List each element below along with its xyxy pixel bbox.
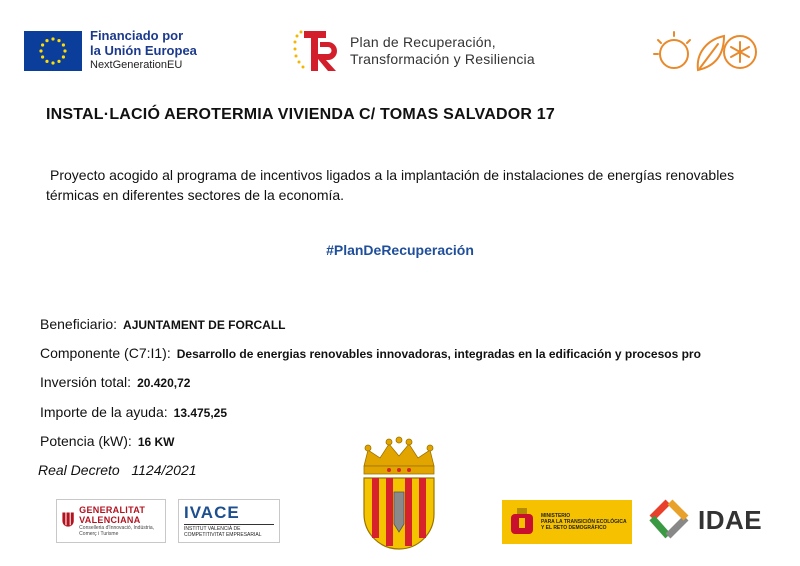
sun-leaf-snowflake-icon <box>652 26 762 76</box>
prtr-line-1: Plan de Recuperación, <box>350 34 496 50</box>
eu-line-3: NextGenerationEU <box>90 59 183 71</box>
componente-value: Desarrollo de energias renovables innovadoras, integradas en la edificación y procesos pro <box>176 347 701 361</box>
idae-name: IDAE <box>698 504 763 535</box>
field-potencia <box>40 433 175 449</box>
ministerio-line-1: MINISTERIO <box>541 513 571 519</box>
prtr-text <box>350 34 535 68</box>
potencia-value: 16 KW <box>137 435 175 449</box>
prtr-logo-icon <box>292 28 342 74</box>
ivace-name: IVACE <box>184 503 240 522</box>
eu-flag-icon <box>24 31 82 71</box>
ministerio-line-2: PARA LA TRANSICIÓN ECOLÓGICA <box>541 519 627 525</box>
gva-line-2: VALENCIANA <box>79 515 141 525</box>
gva-text <box>79 505 161 537</box>
inversion-value: 20.420,72 <box>137 376 191 390</box>
beneficiario-value: AJUNTAMENT DE FORCALL <box>123 318 286 332</box>
inversion-label: Inversión total: <box>40 374 132 390</box>
hashtag: #PlanDeRecuperación <box>326 242 474 258</box>
ivace-logo <box>178 499 280 543</box>
prtr-line-2: Transformación y Resiliencia <box>350 51 535 67</box>
ivace-subtitle: INSTITUT VALENCIÀ DE COMPETITIVITAT EMPRESARIAL <box>184 524 274 538</box>
eu-funding-logo <box>24 28 197 73</box>
idae-logo <box>642 498 762 542</box>
prtr-logo <box>292 28 535 74</box>
gva-logo <box>56 499 166 543</box>
eu-text <box>90 28 197 73</box>
potencia-label: Potencia (kW): <box>40 433 132 449</box>
gva-line-3: Conselleria d'Innovació, Indústria, Comerç i Turisme <box>79 525 155 537</box>
spain-coat-icon <box>507 506 537 538</box>
page-title: INSTAL·LACIÓ AEROTERMIA VIVIENDA C/ TOMAS SALVADOR 17 <box>46 106 555 123</box>
project-description: Proyecto acogido al programa de incentivos ligados a la implantación de instalaciones de energías renovables térmicas en diferentes sectores de la economía. <box>46 167 735 203</box>
real-decreto: Real Decreto 1124/2021 <box>38 462 197 478</box>
componente-label: Componente (C7:I1): <box>40 345 171 361</box>
gva-emblem-icon <box>61 507 75 535</box>
ministerio-line-3: Y EL RETO DEMOGRÁFICO <box>541 525 607 531</box>
gva-line-1: GENERALITAT <box>79 505 146 515</box>
coat-of-arms-icon <box>356 436 442 552</box>
importe-label: Importe de la ayuda: <box>40 404 168 420</box>
field-inversion <box>40 374 190 390</box>
eu-line-1: Financiado por <box>90 28 184 43</box>
importe-value: 13.475,25 <box>173 406 228 420</box>
ministerio-logo <box>502 500 632 544</box>
ministerio-text <box>541 513 627 531</box>
beneficiario-label: Beneficiario: <box>40 316 118 332</box>
field-importe <box>40 404 227 420</box>
field-beneficiario <box>40 316 285 332</box>
idae-logo-icon <box>642 498 694 542</box>
eu-line-2: la Unión Europea <box>90 43 197 58</box>
field-componente <box>40 345 701 361</box>
